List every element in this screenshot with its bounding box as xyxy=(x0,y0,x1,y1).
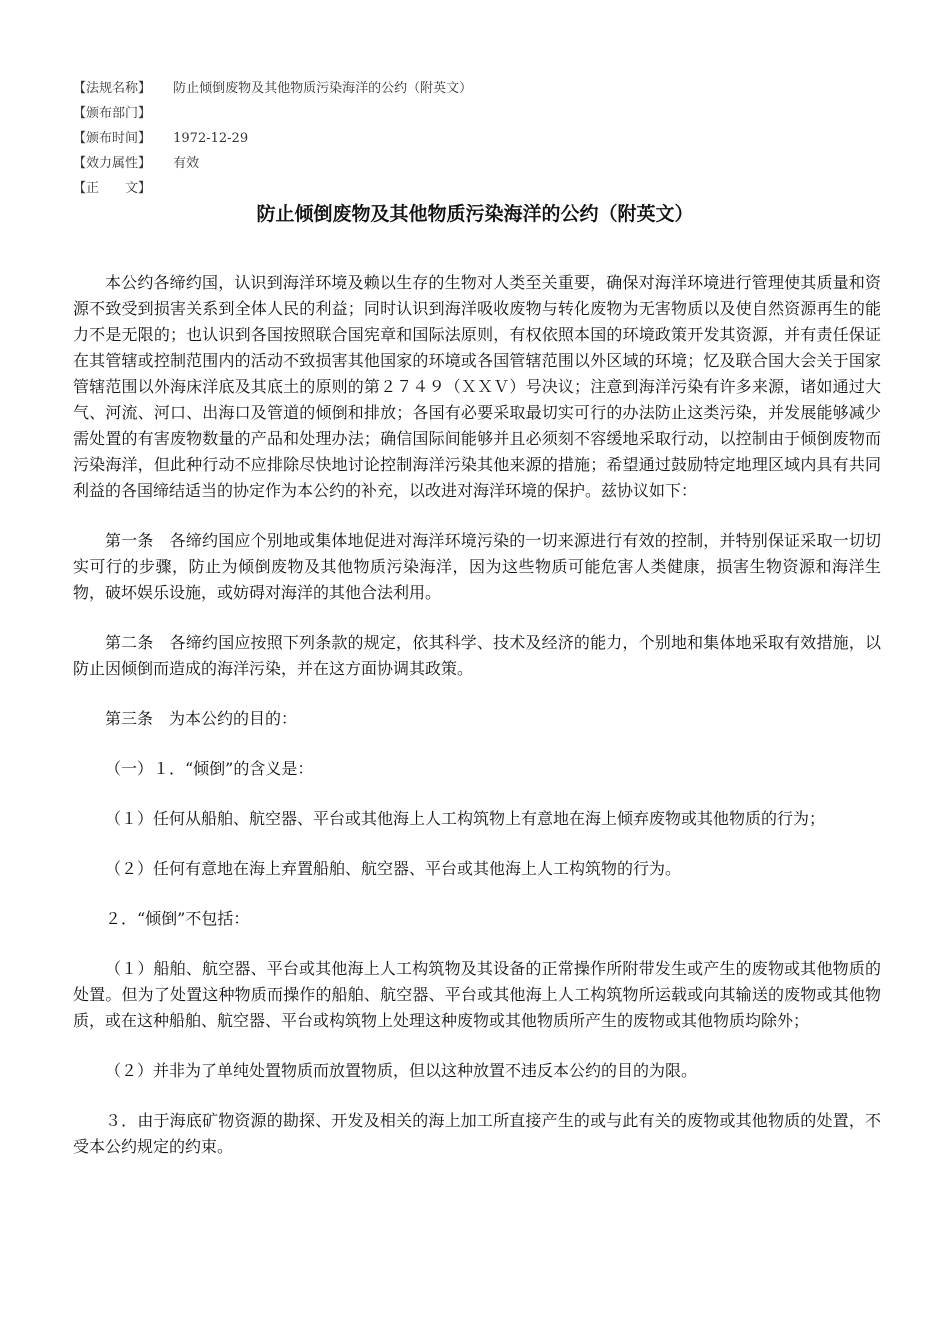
meta-label: 【颁布时间】 xyxy=(73,131,152,146)
meta-row-department xyxy=(73,101,893,126)
meta-value: 防止倾倒废物及其他物质污染海洋的公约（附英文） xyxy=(173,81,473,96)
meta-row-validity xyxy=(73,151,893,176)
meta-value: 1972-12-29 xyxy=(173,131,249,146)
clause-1-1-b: （２）任何有意地在海上弃置船舶、航空器、平台或其他海上人工构筑物的行为。 xyxy=(105,859,682,878)
document-body xyxy=(73,270,881,1184)
clause-1-2-a: （１）船舶、航空器、平台或其他海上人工构筑物及其设备的正常操作所附带发生或产生的废物或其他物质的处置。但为了处置这种物质而操作的船舶、航空器、平台或其他海上人工构筑物所运载或向其输送的废物或其他物质，或在这种船舶、航空器、平台或构筑物上处理这种废物或其他物质所产生的废物或其他物质均除外； xyxy=(73,959,881,1030)
meta-value: 有效 xyxy=(173,156,200,171)
meta-label: 【颁布部门】 xyxy=(73,106,152,121)
meta-row-date xyxy=(73,126,893,151)
article-3-heading: 第三条 为本公约的目的： xyxy=(105,709,298,728)
meta-label: 【正 文】 xyxy=(73,181,152,196)
clause-1-2: ２．“倾倒”不包括： xyxy=(105,909,250,928)
clause-1-1-a: （１）任何从船舶、航空器、平台或其他海上人工构筑物上有意地在海上倾弃废物或其他物质的行为； xyxy=(105,809,826,828)
article-2-paragraph: 第二条 各缔约国应按照下列条款的规定，依其科学、技术及经济的能力，个别地和集体地采取有效措施，以防止因倾倒而造成的海洋污染，并在这方面协调其政策。 xyxy=(73,633,881,678)
meta-label: 【法规名称】 xyxy=(73,81,152,96)
clause-1-3: ３．由于海底矿物资源的勘探、开发及相关的海上加工所直接产生的或与此有关的废物或其他物质的处置，不受本公约规定的约束。 xyxy=(73,1111,881,1156)
preamble-paragraph: 本公约各缔约国，认识到海洋环境及赖以生存的生物对人类至关重要，确保对海洋环境进行管理使其质量和资源不致受到损害关系到全体人民的利益；同时认识到海洋吸收废物与转化废物为无害物质以及使自然资源再生的能力不是无限的；也认识到各国按照联合国宪章和国际法原则，有权依照本国的环境政策开发其资源，并有责任保证在其管辖或控制范围内的活动不致损害其他国家的环境或各国管辖范围以外区域的环境；忆及联合国大会关于国家管辖范围以外海床洋底及其底土的原则的第２７４９（ＸＸＶ）号决议；注意到海洋污染有许多来源，诸如通过大气、河流、河口、出海口及管道的倾倒和排放；各国有必要采取最切实可行的办法防止这类污染，并发展能够减少需处置的有害废物数量的产品和处理办法；确信国际间能够并且必须刻不容缓地采取行动，以控制由于倾倒废物而污染海洋，但此种行动不应排除尽快地讨论控制海洋污染其他来源的措施；希望通过鼓励特定地理区域内具有共同利益的各国缔结适当的协定作为本公约的补充，以改进对海洋环境的保护。兹协议如下： xyxy=(73,273,881,500)
meta-row-title xyxy=(73,76,893,101)
document-title: 防止倾倒废物及其他物质污染海洋的公约（附英文） xyxy=(256,203,694,225)
clause-1-1: （一）１．“倾倒”的含义是： xyxy=(105,759,314,778)
metadata-block xyxy=(73,76,893,201)
article-1-paragraph: 第一条 各缔约国应个别地或集体地促进对海洋环境污染的一切来源进行有效的控制，并特别保证采取一切切实可行的步骤，防止为倾倒废物及其他物质污染海洋，因为这些物质可能危害人类健康，损害生物资源和海洋生物，破坏娱乐设施，或妨碍对海洋的其他合法利用。 xyxy=(73,531,881,602)
meta-label: 【效力属性】 xyxy=(73,156,152,171)
clause-1-2-b: （２）并非为了单纯处置物质而放置物质，但以这种放置不违反本公约的目的为限。 xyxy=(105,1061,698,1080)
